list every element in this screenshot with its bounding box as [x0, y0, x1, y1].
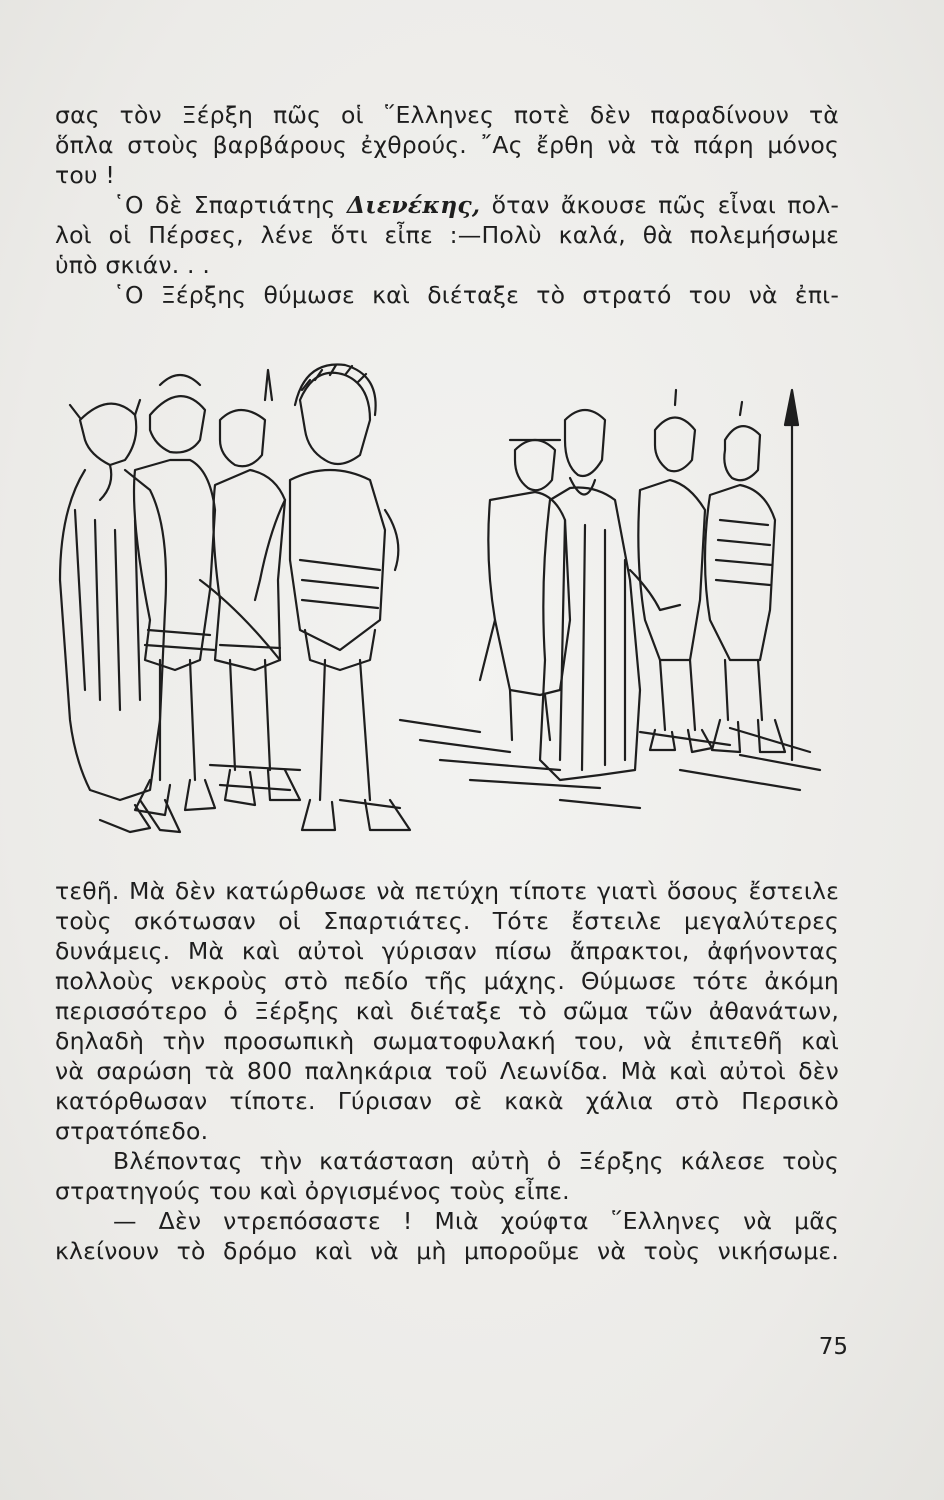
bearded-man-figure	[60, 400, 180, 832]
text-line: νὰ σαρώση τὰ 800 παληκάρια τοῦ Λεωνίδα. Μὰ καὶ αὐτοὶ δὲν	[55, 1057, 839, 1085]
text-line: στρατόπεδο.	[55, 1117, 209, 1145]
text-line: κλείνουν τὸ δρόμο καὶ νὰ μὴ μποροῦμε νὰ τοὺς νικήσωμε.	[55, 1237, 839, 1265]
character-name: Διενέκης,	[346, 191, 481, 219]
spearman-figure	[705, 390, 798, 760]
text-line: — Δὲν ντρεπόσαστε ! Μιὰ χούφτα ῞Ελληνες νὰ μᾶς	[113, 1207, 839, 1235]
top-paragraphs	[55, 100, 839, 310]
text-line: λοὶ οἱ Πέρσες, λένε ὅτι εἶπε :—Πολὺ καλά, θὰ πολεμήσωμε	[55, 221, 839, 249]
persian-youth-figure	[480, 440, 570, 740]
helmeted-soldier-figure	[134, 375, 215, 815]
persian-elder-figure	[540, 410, 680, 780]
text-line: ῾Ο Ξέρξης θύμωσε καὶ διέταξε τὸ στρατό του νὰ ἐπι-	[113, 281, 839, 309]
text-line: στρατηγούς του καὶ ὀργισμένος τοὺς εἶπε.	[55, 1177, 570, 1205]
text-line: του !	[55, 161, 116, 189]
text-line: σας τὸν Ξέρξη πῶς οἱ ῞Ελληνες ποτὲ δὲν παραδίνουν τὰ	[55, 101, 839, 129]
text-line: κατόρθωσαν τίποτε. Γύρισαν σὲ κακὰ χάλια στὸ Περσικὸ	[55, 1087, 839, 1115]
helmeted-soldier-figure-2	[213, 370, 300, 805]
text-line: περισσότερο ὁ Ξέρξης καὶ διέταξε τὸ σῶμα τῶν ἀθανάτων,	[55, 997, 839, 1025]
text-line: ὅπλα στοὺς βαρβάρους ἐχθρούς. ῎Ας ἔρθη νὰ τὰ πάρη μόνος	[55, 131, 839, 159]
spartans-and-persians-illustration	[40, 360, 830, 860]
bottom-paragraphs	[55, 876, 839, 1266]
text-line: δηλαδὴ τὴν προσωπικὴ σωματοφυλακή του, νὰ ἐπιτεθῆ καὶ	[55, 1027, 839, 1055]
text-segment: ὅταν ἄκουσε πῶς εἶναι πολ-	[480, 191, 840, 219]
text-line: πολλοὺς νεκροὺς στὸ πεδίο τῆς μάχης. Θύμωσε τότε ἀκόμη	[55, 967, 839, 995]
persian-soldier-figure	[638, 390, 712, 752]
text-line: τεθῆ. Μὰ δὲν κατώρθωσε νὰ πετύχη τίποτε γιατὶ ὅσους ἔστειλε	[55, 877, 839, 905]
text-line: δυνάμεις. Μὰ καὶ αὐτοὶ γύρισαν πίσω ἄπρακτοι, ἀφήνοντας	[55, 937, 839, 965]
text-line: τοὺς σκότωσαν οἱ Σπαρτιάτες. Τότε ἔστειλε μεγαλύτερες	[55, 907, 839, 935]
text-line	[55, 190, 839, 220]
spartan-leader-figure	[200, 365, 410, 831]
text-segment: ῾Ο δὲ Σπαρτιάτης	[113, 191, 347, 219]
text-line: ὑπὸ σκιάν. . .	[55, 251, 211, 279]
text-line: Βλέποντας τὴν κατάσταση αὐτὴ ὁ Ξέρξης κάλεσε τοὺς	[113, 1147, 839, 1175]
page-number: 75	[818, 1334, 848, 1360]
